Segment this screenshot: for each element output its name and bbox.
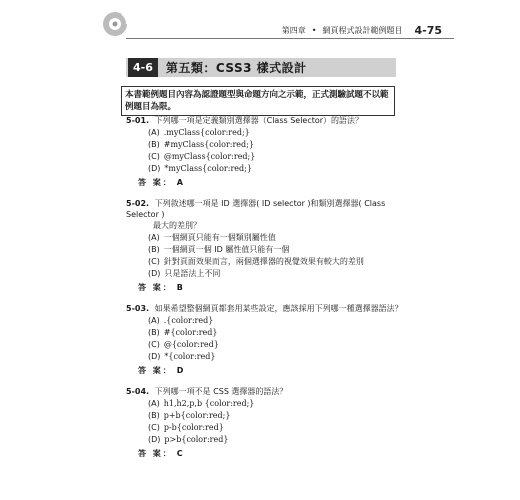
question-stem — [126, 115, 416, 126]
question-5-03 — [126, 303, 416, 376]
answer: 答 案： B — [138, 283, 183, 292]
question-text: 下列哪一項不是 CSS 選擇器的語法？ — [154, 387, 288, 396]
option-b: (B) #{color:red} — [148, 328, 218, 337]
option-a: (A) h1,h2,p,b {color:red;} — [148, 399, 255, 408]
question-text: 如果希望整個網頁都套用某些設定，應該採用下列哪一種選擇器語法？ — [154, 304, 403, 313]
question-list — [126, 115, 416, 459]
page-header — [282, 24, 442, 37]
option-d: (D) *myClass{color:red;} — [148, 164, 252, 173]
option-b: (B) p+b{color:red;} — [148, 411, 231, 420]
question-stem — [126, 198, 416, 220]
section-heading — [126, 58, 396, 77]
section-number: 4-6 — [128, 58, 158, 77]
disc-decoration-icon — [100, 8, 136, 38]
answer: 答 案： D — [138, 366, 184, 375]
header-divider — [126, 38, 454, 39]
option-c: (C) @{color:red} — [148, 340, 219, 349]
question-number: 5-02. — [126, 199, 150, 208]
option-c: (C) @myClass{color:red;} — [148, 152, 256, 161]
option-c: (C) 針對頁面效果而言，兩個選擇器的視覺效果有較大的差別 — [148, 257, 364, 266]
question-text: 下列哪一項是定義類別選擇器（Class Selector）的語法？ — [154, 116, 364, 125]
option-b: (B) #myClass{color:red;} — [148, 140, 254, 149]
question-stem — [126, 303, 416, 314]
answer: 答 案： C — [138, 449, 183, 458]
option-a: (A) 一個網頁只能有一個類別屬性值 — [148, 233, 276, 242]
question-5-02 — [126, 198, 416, 293]
option-a: (A) .myClass{color:red;} — [148, 128, 250, 137]
option-d: (D) 只是語法上不同 — [148, 269, 221, 278]
answer: 答 案： A — [138, 178, 183, 187]
question-5-01 — [126, 115, 416, 188]
question-number: 5-04. — [126, 387, 150, 396]
question-stem — [126, 386, 416, 397]
option-d: (D) p>b{color:red} — [148, 435, 229, 444]
chapter-label: 第四章 — [281, 26, 306, 35]
note-box: 本書範例題目內容為認證題型與命題方向之示範，正式測驗試題不以範例題目為限。 — [121, 86, 395, 116]
option-d: (D) *{color:red} — [148, 352, 216, 361]
option-b: (B) 一個網頁一個 ID 屬性值只能有一個 — [148, 245, 290, 254]
option-a: (A) .{color:red} — [148, 316, 214, 325]
question-5-04 — [126, 386, 416, 459]
question-text: 下列敘述哪一項是 ID 選擇器( ID selector )和類別選擇器( Class Selector ) — [126, 199, 386, 219]
question-text-continued: 最大的差別？ — [153, 221, 201, 230]
question-number: 5-03. — [126, 304, 150, 313]
header-bullet: • — [311, 26, 317, 35]
header-title: 網頁程式設計範例題目 — [322, 26, 403, 35]
question-number: 5-01. — [126, 116, 150, 125]
page-number: 4-75 — [414, 24, 442, 37]
option-c: (C) p-b{color:red} — [148, 423, 224, 432]
section-title: 第五類：CSS3 樣式設計 — [165, 61, 307, 75]
